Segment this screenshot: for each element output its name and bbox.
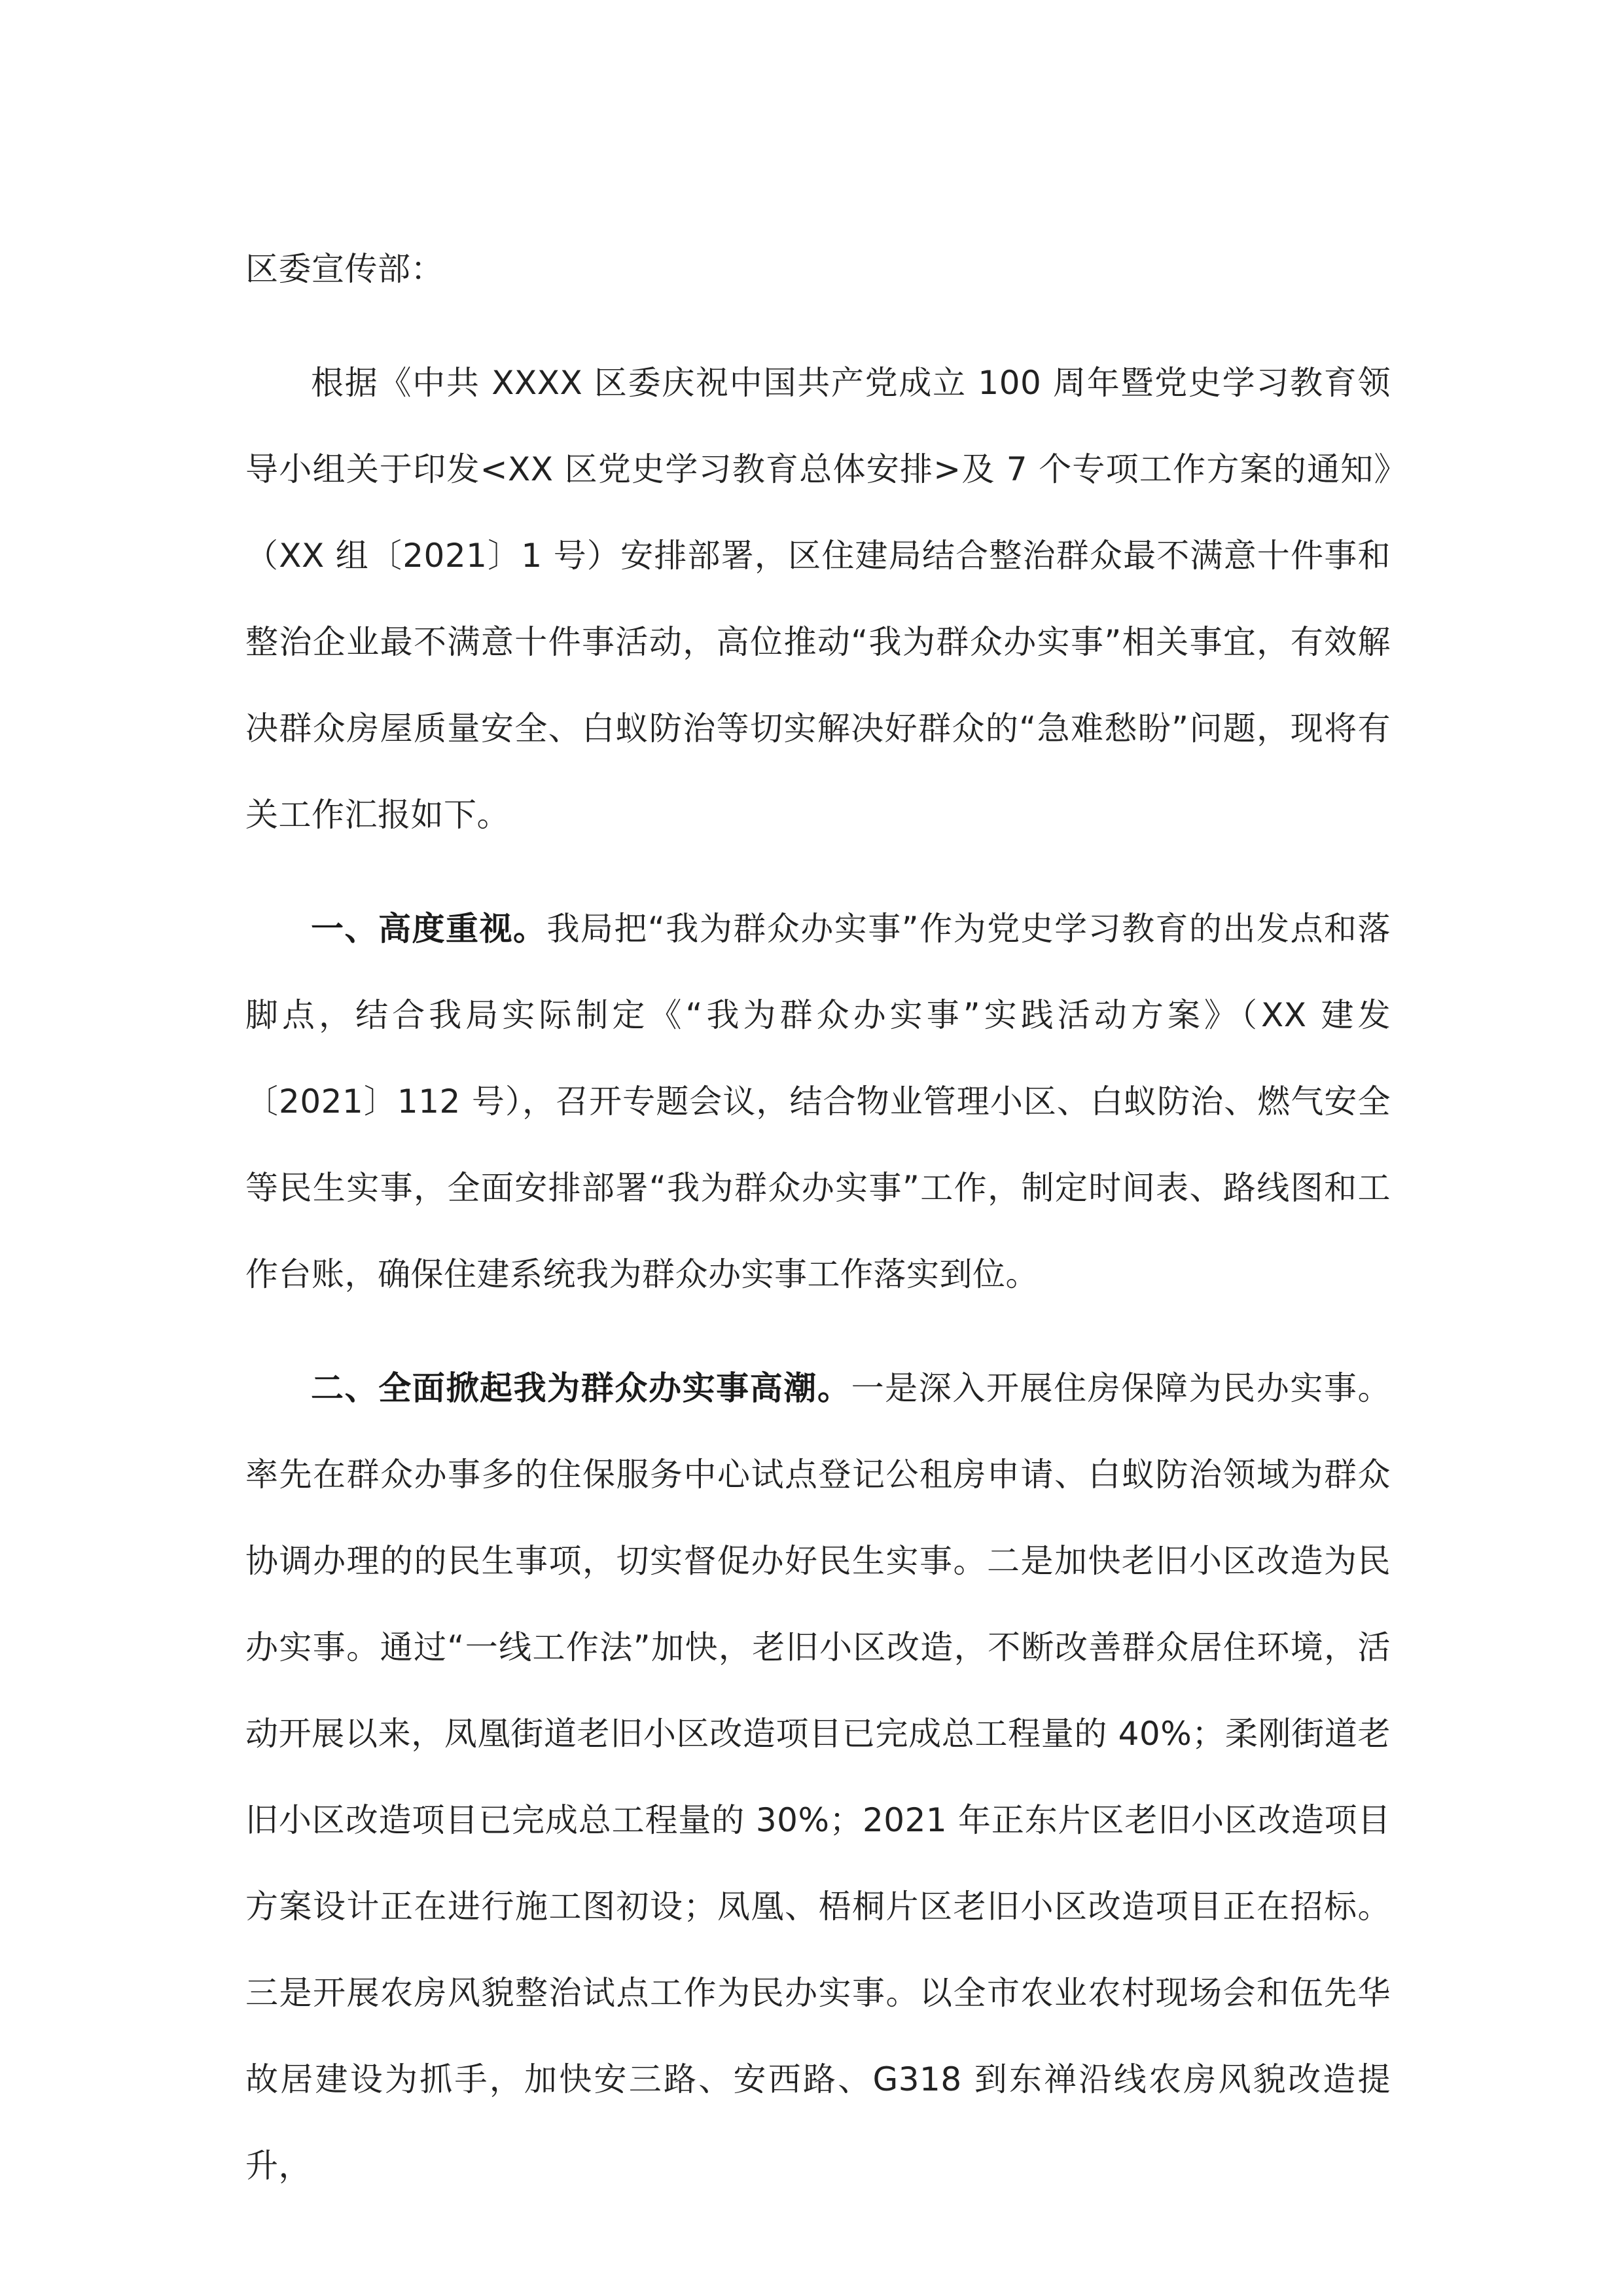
section-1-heading: 一、高度重视。 [311, 910, 547, 948]
paragraph-intro-text: 根据《中共 XXXX 区委庆祝中国共产党成立 100 周年暨党史学习教育领导小组关于印发<XX 区党史学习教育总体安排>及 7 个专项工作方案的通知》（XX 组〔2021〕1 号）安排部署，区住建局结合整治群众最不满意十件事和整治企业最不满意十件事活动，高位推动“我为群众办实事”相关事宜，有效解决群众房屋质量安全、白蚁防治等切实解决好群众的“急难愁盼”问题，现将有关工作汇报如下。 [245, 364, 1391, 834]
salutation: 区委宣传部： [245, 250, 444, 288]
document-page [245, 226, 1391, 2209]
paragraph-section-1 [245, 886, 1391, 1318]
section-1-text: 我局把“我为群众办实事”作为党史学习教育的出发点和落脚点，结合我局实际制定《“我为群众办实事”实践活动方案》（XX 建发〔2021〕112 号），召开专题会议，结合物业管理小区、白蚁防治、燃气安全等民生实事，全面安排部署“我为群众办实事”工作，制定时间表、路线图和工作台账，确保住建系统我为群众办实事工作落实到位。 [245, 910, 1391, 1293]
paragraph-section-2 [245, 1345, 1391, 2209]
section-2-heading: 二、全面掀起我为群众办实事高潮。 [311, 1369, 851, 1407]
section-2-text: 一是深入开展住房保障为民办实事。率先在群众办事多的住保服务中心试点登记公租房申请、白蚁防治领域为群众协调办理的的民生事项，切实督促办好民生实事。二是加快老旧小区改造为民办实事。通过“一线工作法”加快，老旧小区改造，不断改善群众居住环境，活动开展以来，凤凰街道老旧小区改造项目已完成总工程量的 40%；柔刚街道老旧小区改造项目已完成总工程量的 30%；2021 年正东片区老旧小区改造项目方案设计正在进行施工图初设；凤凰、梧桐片区老旧小区改造项目正在招标。三是开展农房风貌整治试点工作为民办实事。以全市农业农村现场会和伍先华故居建设为抓手，加快安三路、安西路、G318 到东禅沿线农房风貌改造提升， [245, 1369, 1391, 2185]
paragraph-intro [245, 340, 1391, 858]
